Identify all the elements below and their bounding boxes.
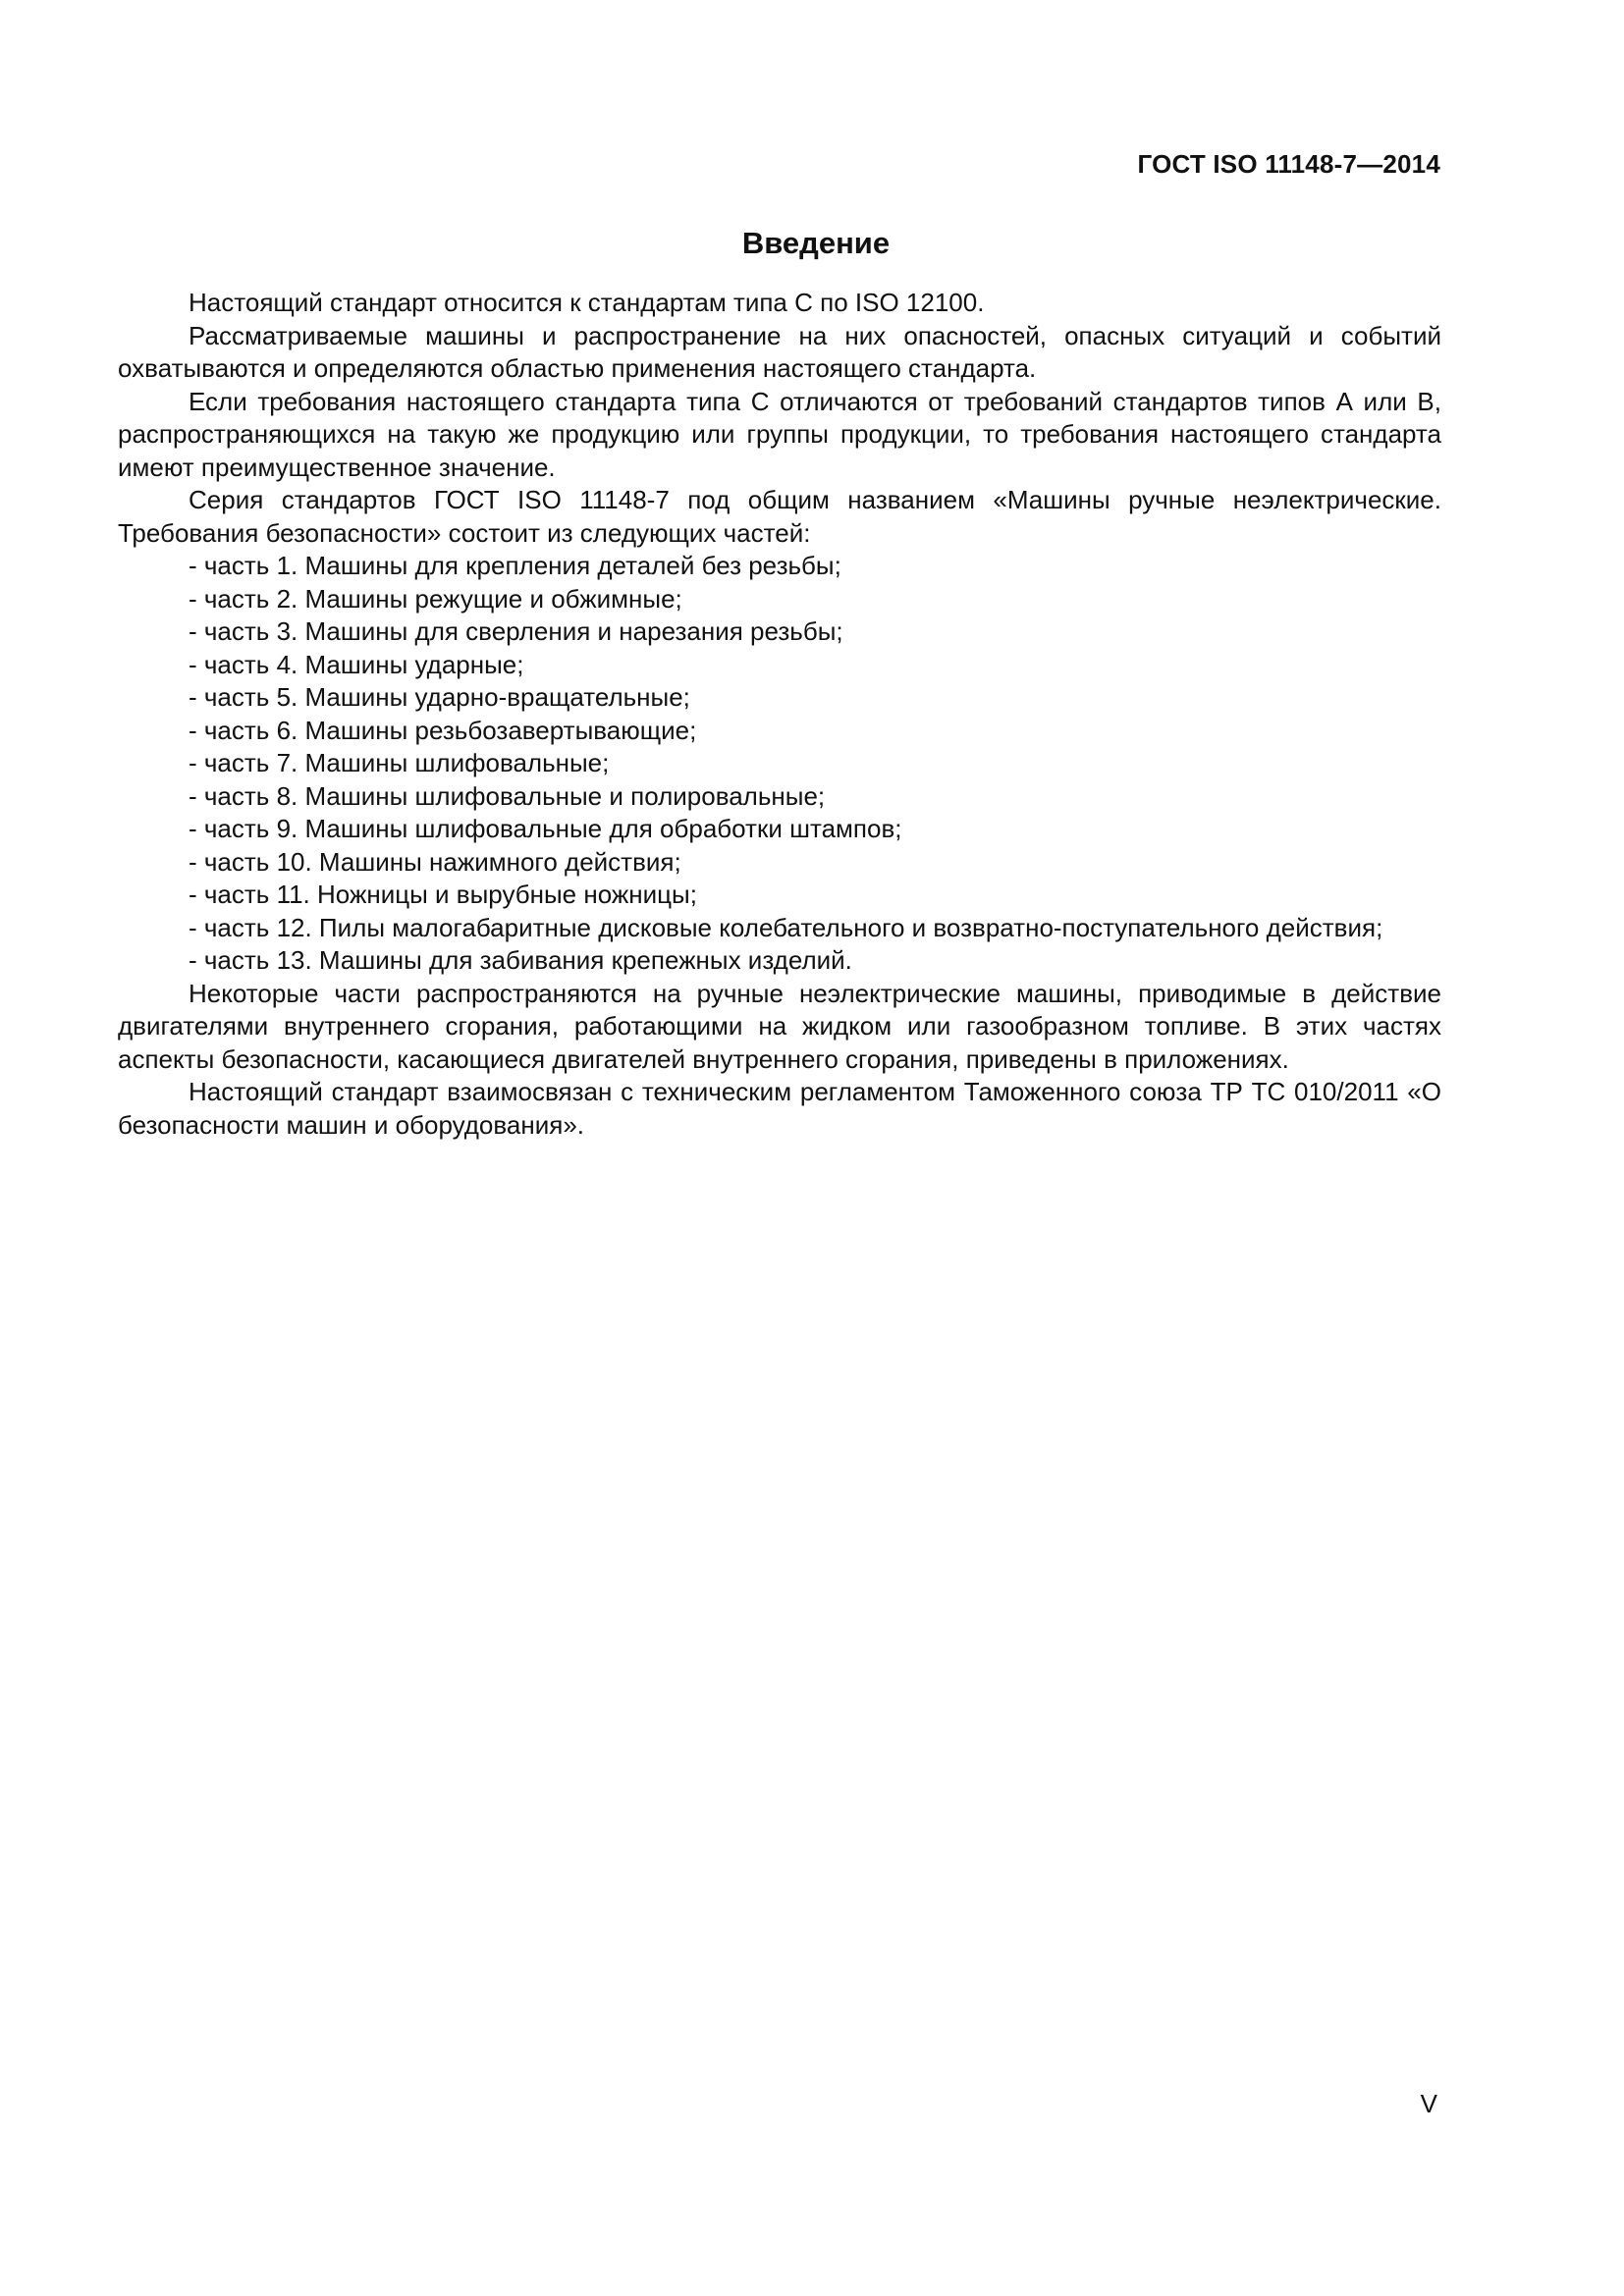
document-code-header: ГОСТ ISO 11148-7—2014 (1137, 149, 1440, 179)
list-item: - часть 11. Ножницы и вырубные ножницы; (189, 880, 697, 909)
list-item: - часть 8. Машины шлифовальные и полировальные; (189, 780, 826, 811)
paragraph-regulation: Настоящий стандарт взаимосвязан с техническим регламентом Таможенного союза ТР ТС 010/2011 «О безопасности машин и оборудования». (118, 1077, 1441, 1140)
list-item: - часть 4. Машины ударные; (189, 649, 524, 679)
list-item: - часть 6. Машины резьбозавертывающие; (189, 715, 697, 745)
list-item: - часть 3. Машины для сверления и нарезания резьбы; (189, 616, 843, 646)
section-title: Введение (741, 226, 891, 260)
page-number: V (1420, 2089, 1437, 2118)
document-body (118, 287, 1441, 1142)
list-item: - часть 7. Машины шлифовальные; (189, 748, 610, 777)
list-item: - часть 5. Машины ударно-вращательные; (189, 682, 690, 712)
list-item: - часть 1. Машины для крепления деталей без резьбы; (189, 551, 841, 580)
paragraph-hazards-scope: Рассматриваемые машины и распространение на них опасностей, опасных ситуаций и событий охватываются и определяются областью применения настоящего стандарта. (118, 320, 1441, 383)
paragraph-precedence: Если требования настоящего стандарта типа С отличаются от требований стандартов типов А или В, распространяющихся на такую же продукцию или группы продукции, то требования настоящего стандарта имеют преимущественное значение. (118, 386, 1441, 482)
list-item: - часть 12. Пилы малогабаритные дисковые колебательного и возвратно-поступательного действия; (189, 912, 1383, 942)
paragraph-series-intro: Серия стандартов ГОСТ ISO 11148-7 под общим названием «Машины ручные неэлектрические. Требования безопасности» состоит из следующих частей: (118, 485, 1441, 548)
parts-list (118, 550, 1441, 978)
paragraph-standard-type: Настоящий стандарт относится к стандартам типа С по ISO 12100. (189, 288, 985, 317)
list-item: - часть 2. Машины режущие и обжимные; (189, 583, 682, 614)
list-item: - часть 10. Машины нажимного действия; (189, 846, 681, 877)
list-item: - часть 13. Машины для забивания крепежных изделий. (189, 945, 852, 975)
list-item: - часть 9. Машины шлифовальные для обработки штампов; (189, 814, 902, 843)
paragraph-engines: Некоторые части распространяются на ручные неэлектрические машины, приводимые в действие двигателями внутреннего сгорания, работающими на жидком или газообразном топливе. В этих частях аспекты безопасности, касающиеся двигателей внутреннего сгорания, приведены в приложениях. (118, 978, 1441, 1074)
